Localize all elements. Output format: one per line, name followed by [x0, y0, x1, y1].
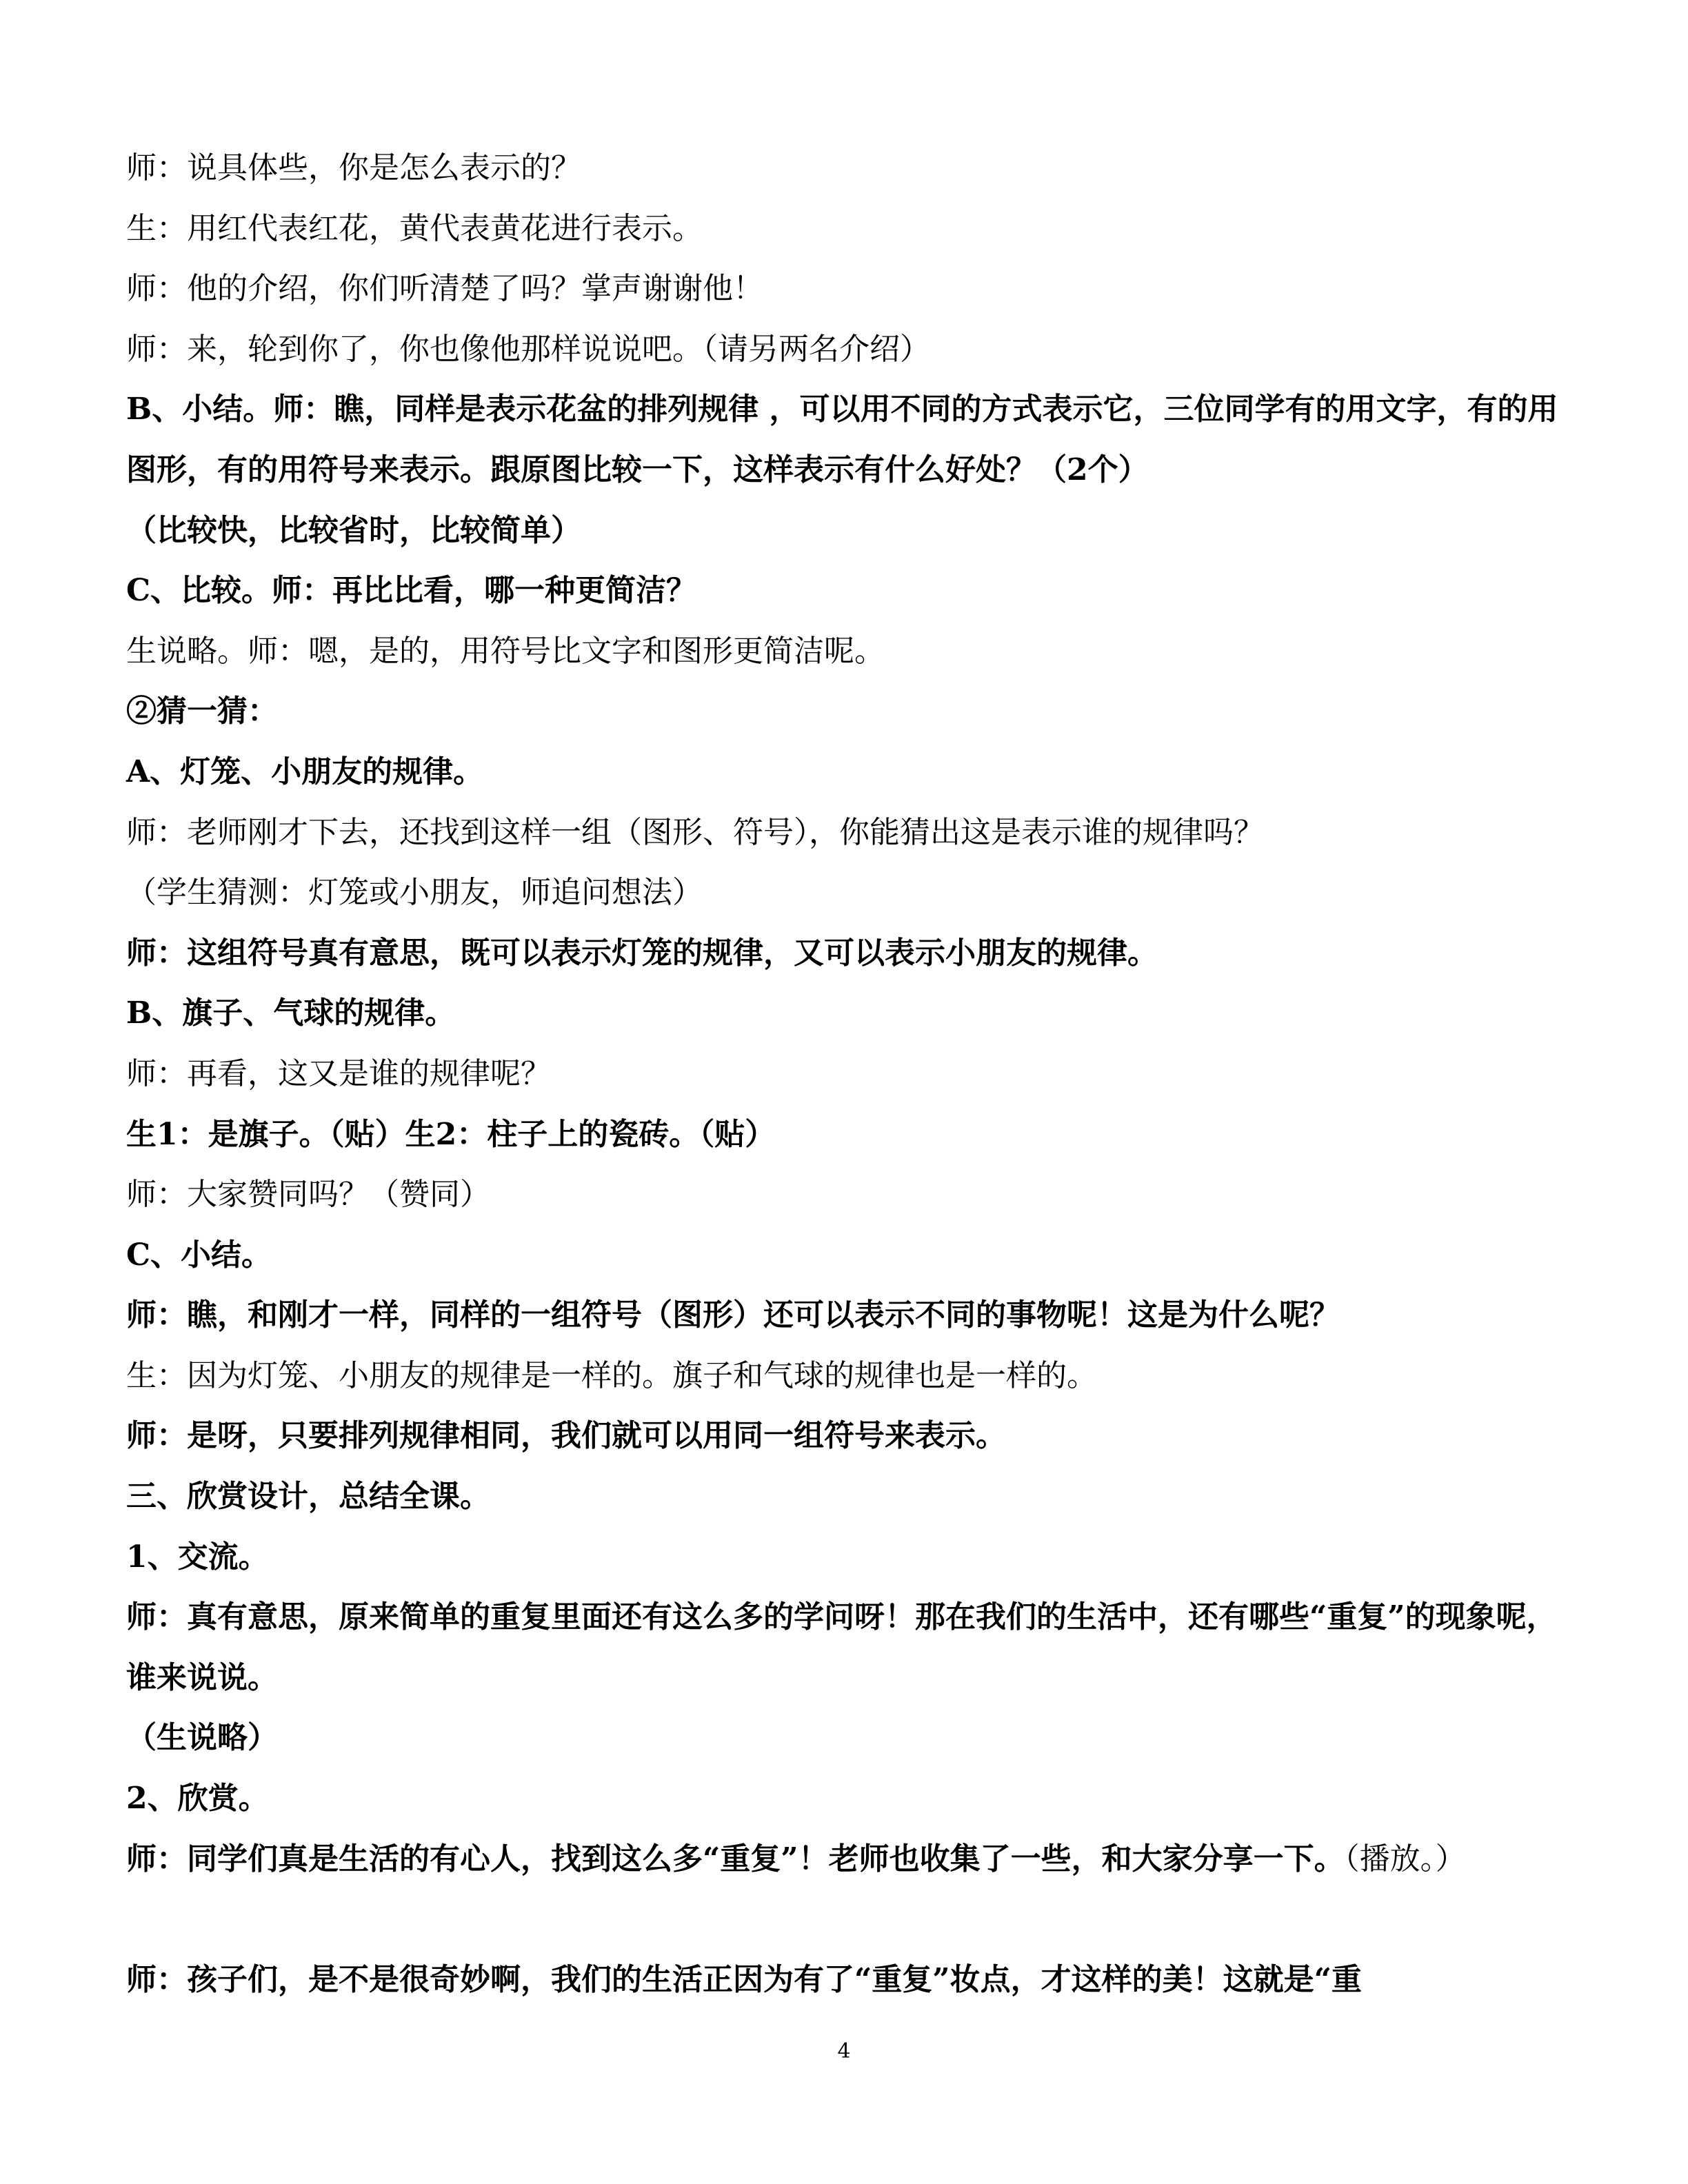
text-line: 师：大家赞同吗？（赞同） — [126, 1177, 490, 1213]
text-line: 生：用红代表红花，黄代表黄花进行表示。 — [126, 210, 703, 246]
page-number: 4 — [837, 2039, 851, 2063]
text-run: （播放。） — [1344, 1841, 1466, 1877]
text-line: A、灯笼、小朋友的规律。 — [126, 754, 484, 789]
text-line: 师：再看，这又是谁的规律呢？ — [126, 1055, 551, 1091]
text-line: （生说略） — [126, 1720, 278, 1756]
lesson-text — [126, 138, 1567, 2010]
text-line: （学生猜测：灯笼或小朋友，师追问想法） — [126, 875, 703, 911]
text-line: 生1：是旗子。（贴）生2：柱子上的瓷砖。（贴） — [126, 1116, 776, 1152]
text-line: 2、欣赏。 — [126, 1781, 269, 1817]
text-line: 师：他的介绍，你们听清楚了吗？掌声谢谢他！ — [126, 271, 763, 307]
text-line: C、比较。师：再比比看，哪一种更简洁？ — [126, 573, 697, 609]
text-line: 生说略。师：嗯，是的，用符号比文字和图形更简洁呢。 — [126, 633, 885, 669]
text-line: 师：老师刚才下去，还找到这样一组（图形、符号），你能猜出这是表示谁的规律吗？ — [126, 814, 1264, 850]
text-run: 师：同学们真是生活的有心人，找到这么多“重复”！老师也收集了一些，和大家分享一下。 — [126, 1841, 1345, 1877]
text-line: 1、交流。 — [126, 1539, 269, 1575]
text-line: B、旗子、气球的规律。 — [126, 995, 456, 1031]
text-paragraph: B、小结。师：瞧，同样是表示花盆的排列规律 ，可以用不同的方式表示它，三位同学有的用文字，有的用图形，有的用符号来表示。跟原图比较一下，这样表示有什么好处？（2个） — [126, 392, 1558, 487]
text-line: C、小结。 — [126, 1237, 272, 1273]
text-line: 师：孩子们，是不是很奇妙啊，我们的生活正因为有了“重复”妆点，才这样的美！这就是“重 — [126, 1961, 1362, 1997]
text-line: 师：说具体些，你是怎么表示的？ — [126, 150, 581, 185]
text-line: ②猜一猜： — [126, 694, 278, 729]
text-line: 三、欣赏设计，总结全课。 — [126, 1479, 490, 1515]
text-line: 师：来，轮到你了，你也像他那样说说吧。（请另两名介绍） — [126, 331, 930, 367]
text-line: 师：这组符号真有意思，既可以表示灯笼的规律，又可以表示小朋友的规律。 — [126, 935, 1158, 971]
text-line: 生：因为灯笼、小朋友的规律是一样的。旗子和气球的规律也是一样的。 — [126, 1357, 1097, 1393]
text-paragraph — [126, 1829, 1567, 1950]
text-line: 师：瞧，和刚才一样，同样的一组符号（图形）还可以表示不同的事物呢！这是为什么呢？ — [126, 1297, 1340, 1333]
text-line: 师：是呀，只要排列规律相同，我们就可以用同一组符号来表示。 — [126, 1418, 1006, 1454]
text-paragraph: 师：真有意思，原来简单的重复里面还有这么多的学问呀！那在我们的生活中，还有哪些“重复”的现象呢，谁来说说。 — [126, 1599, 1557, 1695]
text-line: （比较快，比较省时，比较简单） — [126, 512, 581, 548]
